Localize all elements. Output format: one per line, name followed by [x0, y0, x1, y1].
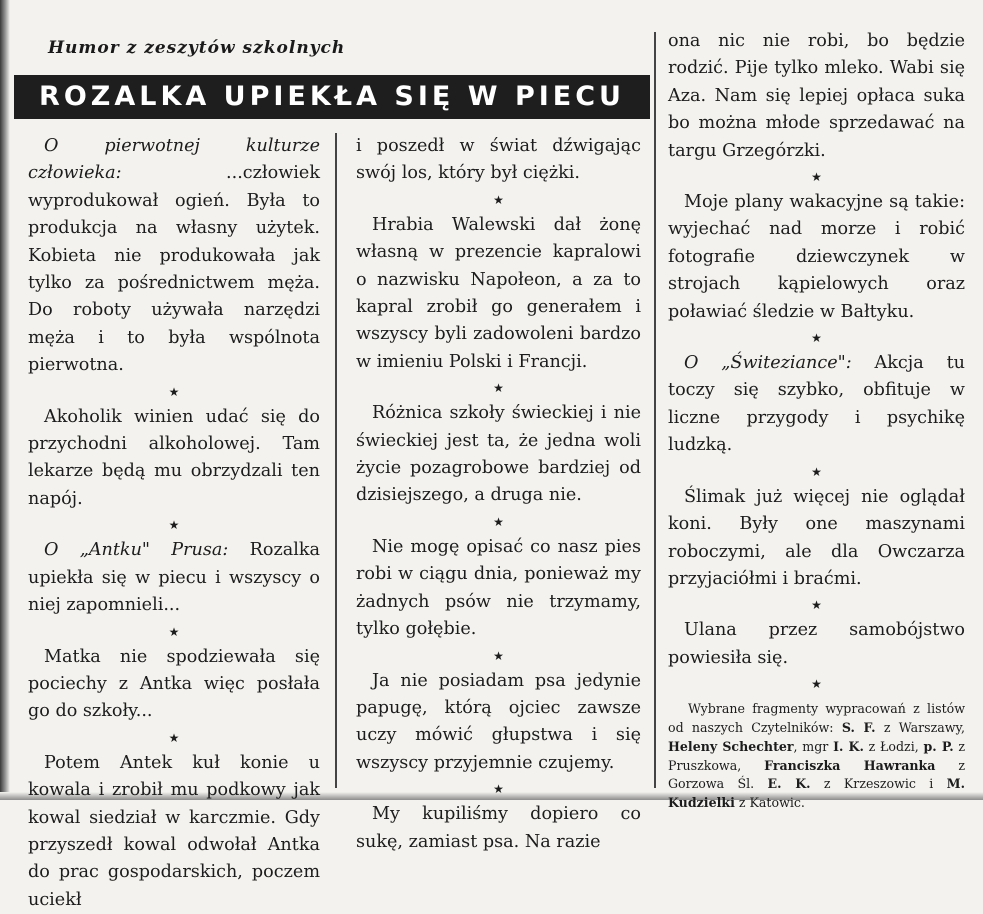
paragraph: Akoholik winien udać się do przychodni alkoholowej. Tam lekarze będą mu obrzydzali ten napój. — [28, 406, 320, 509]
text-column-3 — [668, 28, 965, 811]
star-separator: ★ — [168, 384, 180, 399]
paragraph: i poszedł w świat dźwigając swój los, który był ciężki. — [356, 136, 641, 184]
paragraph: Różnica szkoły świeckiej i nie świeckiej jest ta, że jedna woli życie pozagrobowe bardziej od dzisiejszego, a druga nie. — [356, 403, 641, 506]
paragraph: Potem Antek kuł konie u kowala i zrobił mu podkowy jak kowal siedział w karczmie. Gdy przyszedł kowal odwołał Antka do prac gospodarskich, poczem uciekł — [28, 752, 320, 910]
credits-text: z Krzeszowic i — [810, 776, 947, 792]
paragraph: Matka nie spodziewała się pociechy z Antka więc posłała go do szkoły... — [28, 646, 320, 722]
paragraph-lead: O „Antku" Prusa: — [44, 540, 229, 561]
star-separator: ★ — [811, 170, 822, 185]
credits-name: Franciszka Hawranka — [764, 757, 936, 773]
star-separator: ★ — [493, 192, 504, 207]
page-binding-shadow — [0, 0, 10, 800]
reader-credits — [668, 700, 965, 813]
paragraph-text: Rozalka upiekła się w piecu i wszyscy o niej zapomnieli... — [28, 540, 320, 616]
paragraph-text: ...człowiek wyprodukował ogień. Była to produkcja na własny użytek. Kobieta nie produkowała jak tylko za pośrednictwem męża. Do roboty używała narzędzi męża i to była wspólnota pierwotna. — [28, 163, 320, 376]
article-headline: ROZALKA UPIEKŁA SIĘ W PIECU — [14, 75, 650, 119]
star-separator: ★ — [811, 464, 822, 479]
credits-name: M. Kudzielki — [668, 776, 965, 811]
paragraph: Ulana przez samobójstwo powiesiła się. — [668, 620, 965, 668]
text-column-1 — [28, 133, 320, 910]
text-column-2 — [356, 133, 641, 852]
credits-name: E. K. — [767, 776, 811, 792]
paragraph: ona nic nie robi, bo będzie rodzić. Pije tylko mleko. Wabi się Aza. Nam się lepiej opłaca suka bo można młode sprzedawać na targu Grzegórzki. — [668, 31, 965, 161]
credits-text: z Pruszkowa, — [668, 738, 965, 773]
paragraph: My kupiliśmy dopiero co sukę, zamiast psa. Na razie — [356, 804, 641, 852]
credits-text: z Łodzi, — [863, 738, 924, 754]
column-divider-1 — [335, 133, 337, 788]
credits-text: z Katowic. — [734, 795, 805, 811]
star-separator: ★ — [493, 782, 504, 797]
paragraph: Nie mogę opisać co nasz pies robi w ciągu dnia, ponieważ my żadnych psów nie trzymamy, tylko gołębie. — [356, 536, 641, 640]
paragraph — [28, 133, 320, 380]
credits-text: z Warszawy, — [875, 719, 965, 735]
section-kicker: Humor z zeszytów szkolnych — [48, 38, 346, 58]
paragraph: Ja nie posiadam psa jedynie papugę, którą ojciec zawsze uczy mówić głupstwa i się wszyscy przyjemnie czujemy. — [356, 670, 641, 773]
credits-text: Wybrane fragmenty wypracowań z listów od naszych Czytelników: — [668, 701, 965, 735]
star-separator: ★ — [168, 624, 180, 639]
star-separator: ★ — [493, 648, 504, 663]
star-separator: ★ — [811, 598, 822, 613]
star-separator: ★ — [493, 381, 504, 396]
star-separator: ★ — [168, 730, 180, 745]
star-separator: ★ — [811, 331, 822, 346]
paragraph-lead: O „Świteziance": — [684, 353, 852, 374]
star-separator: ★ — [493, 514, 504, 529]
credits-name: Heleny Schechter — [668, 738, 794, 754]
paragraph-text: Akcja tu toczy się szybko, obfituje w liczne przygody i psychikę ludzką. — [668, 353, 965, 456]
paragraph: Hrabia Walewski dał żonę własną w prezencie kapralowi o nazwisku Napołeon, a za to kapral zrobił go generałem i wszyscy byli zadowoleni bardzo w imieniu Polski i Francji. — [356, 214, 641, 372]
credits-name: p. P. — [923, 738, 954, 754]
star-separator: ★ — [168, 518, 180, 533]
credits-name: S. F. — [841, 719, 876, 735]
credits-text: , mgr — [793, 738, 834, 754]
paragraph: Moje plany wakacyjne są takie: wyjechać nad morze i robić fotografie dziewczynek w strojach kąpielowych oraz poławiać śledzie w Bałtyku. — [668, 192, 965, 322]
paragraph — [668, 350, 965, 460]
star-separator: ★ — [811, 677, 822, 692]
paragraph-lead: O pierwotnej kulturze człowieka: — [28, 136, 320, 184]
credits-text: z Gorzowa Śl. — [668, 757, 965, 792]
credits-name: I. K. — [833, 738, 864, 754]
paragraph — [28, 537, 320, 619]
paragraph: Ślimak już więcej nie oglądał koni. Były one maszynami roboczymi, ale dla Owczarza przyjaciółmi i braćmi. — [668, 486, 965, 589]
column-divider-2 — [654, 32, 656, 788]
